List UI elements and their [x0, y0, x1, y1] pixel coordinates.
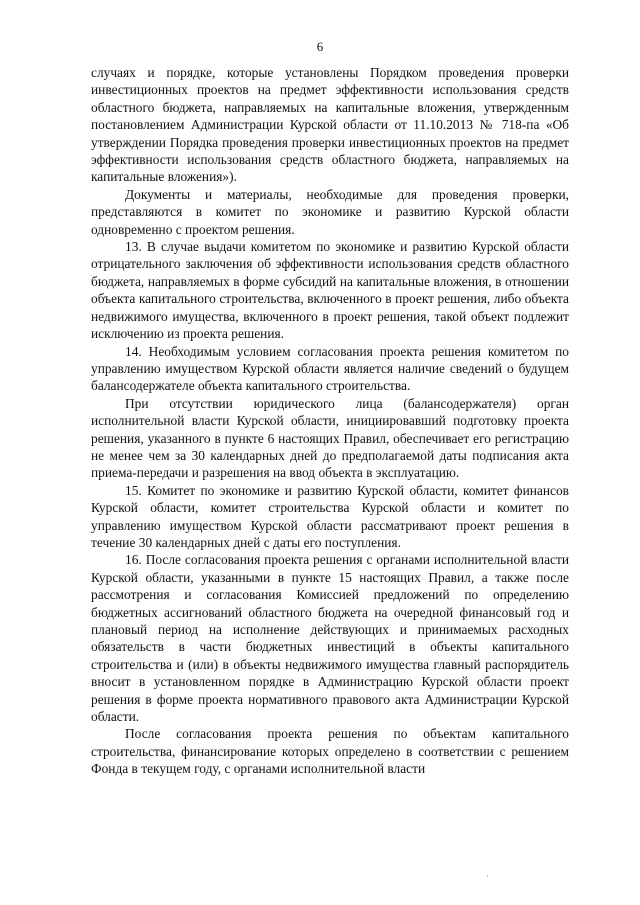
paragraph: случаях и порядке, которые установлены Порядком проведения проверки инвестиционных проектов на предмет эффективности использования средств областного бюджета, направляемых на капитальные вложения, утвержденным постановлением Администрации Курской области от 11.10.2013 № 718-па «Об утверждении Порядка проведения проверки инвестиционных проектов на предмет эффективности использования средств областного бюджета, направляемых на капитальные вложения»).	[91, 65, 569, 185]
paragraph: После согласования проекта решения по объектам капитального строительства, финансирование которых определено в соответствии с решением Фонда в текущем году, с органами исполнительной власти	[91, 726, 569, 777]
paragraph-item-15: 15. Комитет по экономике и развитию Курской области, комитет финансов Курской области, комитет строительства Курской области и комитет по управлению имуществом Курской области рассматривают проект решения в течение 30 календарных дней с даты его поступления.	[91, 482, 569, 550]
page-number: 6	[316, 39, 324, 54]
scan-speck: ˌ	[486, 866, 490, 877]
paragraph-item-16: 16. После согласования проекта решения с органами исполнительной власти Курской области, указанными в пункте 15 настоящих Правил, а также после рассмотрения и согласования Комиссией предложений по определению бюджетных ассигнований областного бюджета на очередной финансовый год и плановый период на исполнение действующих и принимаемых расходных обязательств в части бюджетных инвестиций в объекты капитального строительства и (или) в объекты недвижимого имущества главный распорядитель вносит в установленном порядке в Администрацию Курской области проект решения в форме проекта нормативного правового акта Администрации Курской области.	[91, 552, 569, 725]
paragraph-item-13: 13. В случае выдачи комитетом по экономике и развитию Курской области отрицательного заключения об эффективности использования средств областного бюджета, направляемых в форме субсидий на капитальные вложения, в отношении объекта капитального строительства, включенного в проект решения, либо объекта недвижимого имущества, включенного в проект решения, такой объект подлежит исключению из проекта решения.	[91, 239, 569, 342]
paragraph-item-14: 14. Необходимым условием согласования проекта решения комитетом по управлению имуществом Курской области является наличие сведений о будущем балансодержателе объекта капитального строительства.	[91, 343, 569, 394]
document-body	[91, 64, 569, 778]
paragraph: Документы и материалы, необходимые для проведения проверки, представляются в комитет по экономике и развитию Курской области одновременно с проектом решения.	[91, 186, 569, 237]
paragraph: При отсутствии юридического лица (балансодержателя) орган исполнительной власти Курской области, инициировавший подготовку проекта решения, указанного в пункте 6 настоящих Правил, обеспечивает его регистрацию не менее чем за 30 календарных дней до предполагаемой даты подписания акта приема-передачи и разрешения на ввод объекта в эксплуатацию.	[91, 395, 569, 481]
